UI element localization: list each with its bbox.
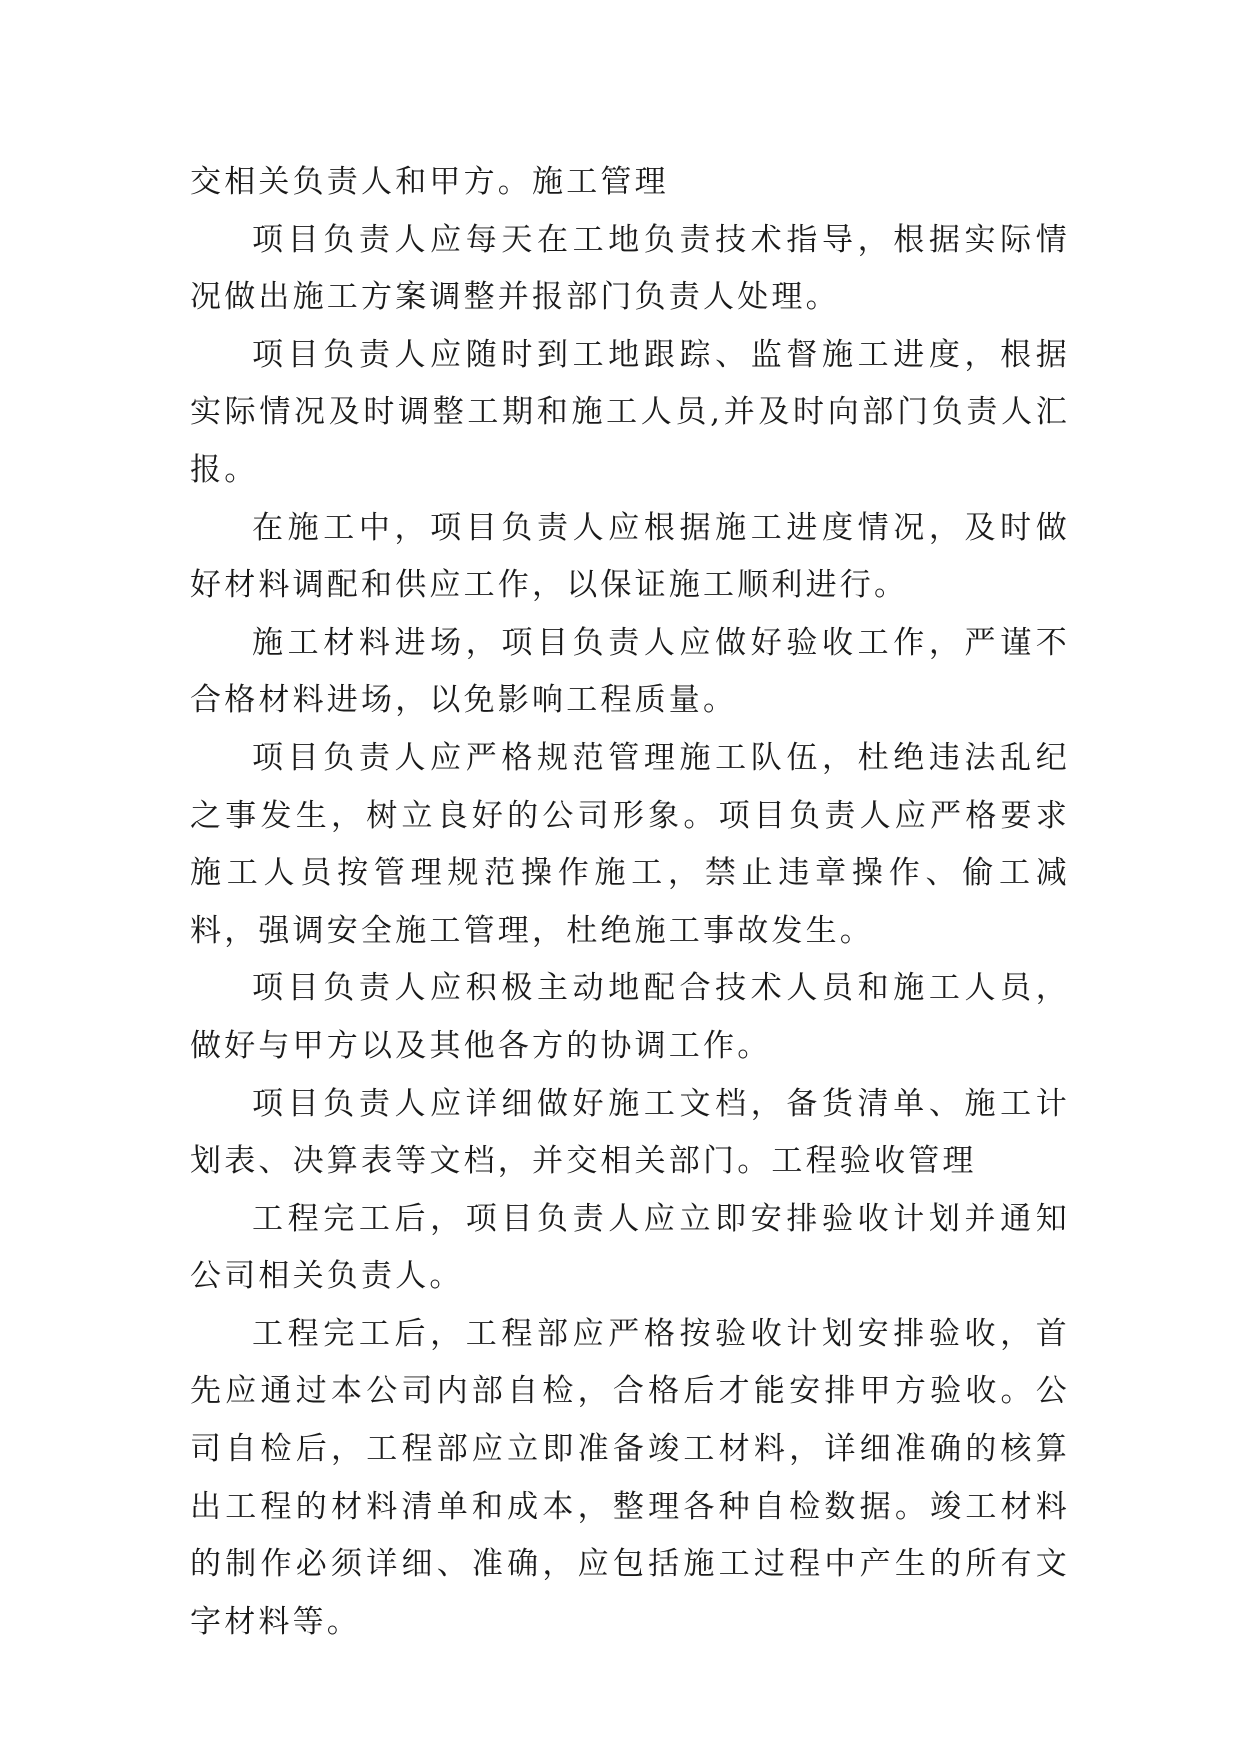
paragraph: 工程完工后，项目负责人应立即安排验收计划并通知公司相关负责人。: [190, 1200, 1070, 1295]
paragraph: 项目负责人应每天在工地负责技术指导，根据实际情况做出施工方案调整并报部门负责人处理。: [190, 221, 1070, 316]
paragraph: 项目负责人应详细做好施工文档，备货清单、施工计划表、决算表等文档，并交相关部门。工程验收管理: [190, 1085, 1070, 1180]
paragraph: 施工材料进场，项目负责人应做好验收工作，严谨不合格材料进场，以免影响工程质量。: [190, 624, 1070, 719]
paragraph: 项目负责人应严格规范管理施工队伍，杜绝违法乱纪之事发生，树立良好的公司形象。项目负责人应严格要求施工人员按管理规范操作施工，禁止违章操作、偷工减料，强调安全施工管理，杜绝施工事故发生。: [190, 739, 1070, 949]
paragraph: 在施工中，项目负责人应根据施工进度情况，及时做好材料调配和供应工作，以保证施工顺利进行。: [190, 509, 1070, 604]
paragraph: 项目负责人应积极主动地配合技术人员和施工人员，做好与甲方以及其他各方的协调工作。: [190, 970, 1070, 1064]
document-body: [190, 154, 1070, 1651]
paragraph: 交相关负责人和甲方。施工管理: [190, 164, 669, 200]
paragraph: 工程完工后，工程部应严格按验收计划安排验收，首先应通过本公司内部自检，合格后才能安排甲方验收。公司自检后，工程部应立即准备竣工材料，详细准确的核算出工程的材料清单和成本，整理各种自检数据。竣工材料的制作必须详细、准确，应包括施工过程中产生的所有文字材料等。: [190, 1315, 1070, 1640]
paragraph: 项目负责人应随时到工地跟踪、监督施工进度，根据实际情况及时调整工期和施工人员,并及时向部门负责人汇报。: [190, 336, 1070, 488]
